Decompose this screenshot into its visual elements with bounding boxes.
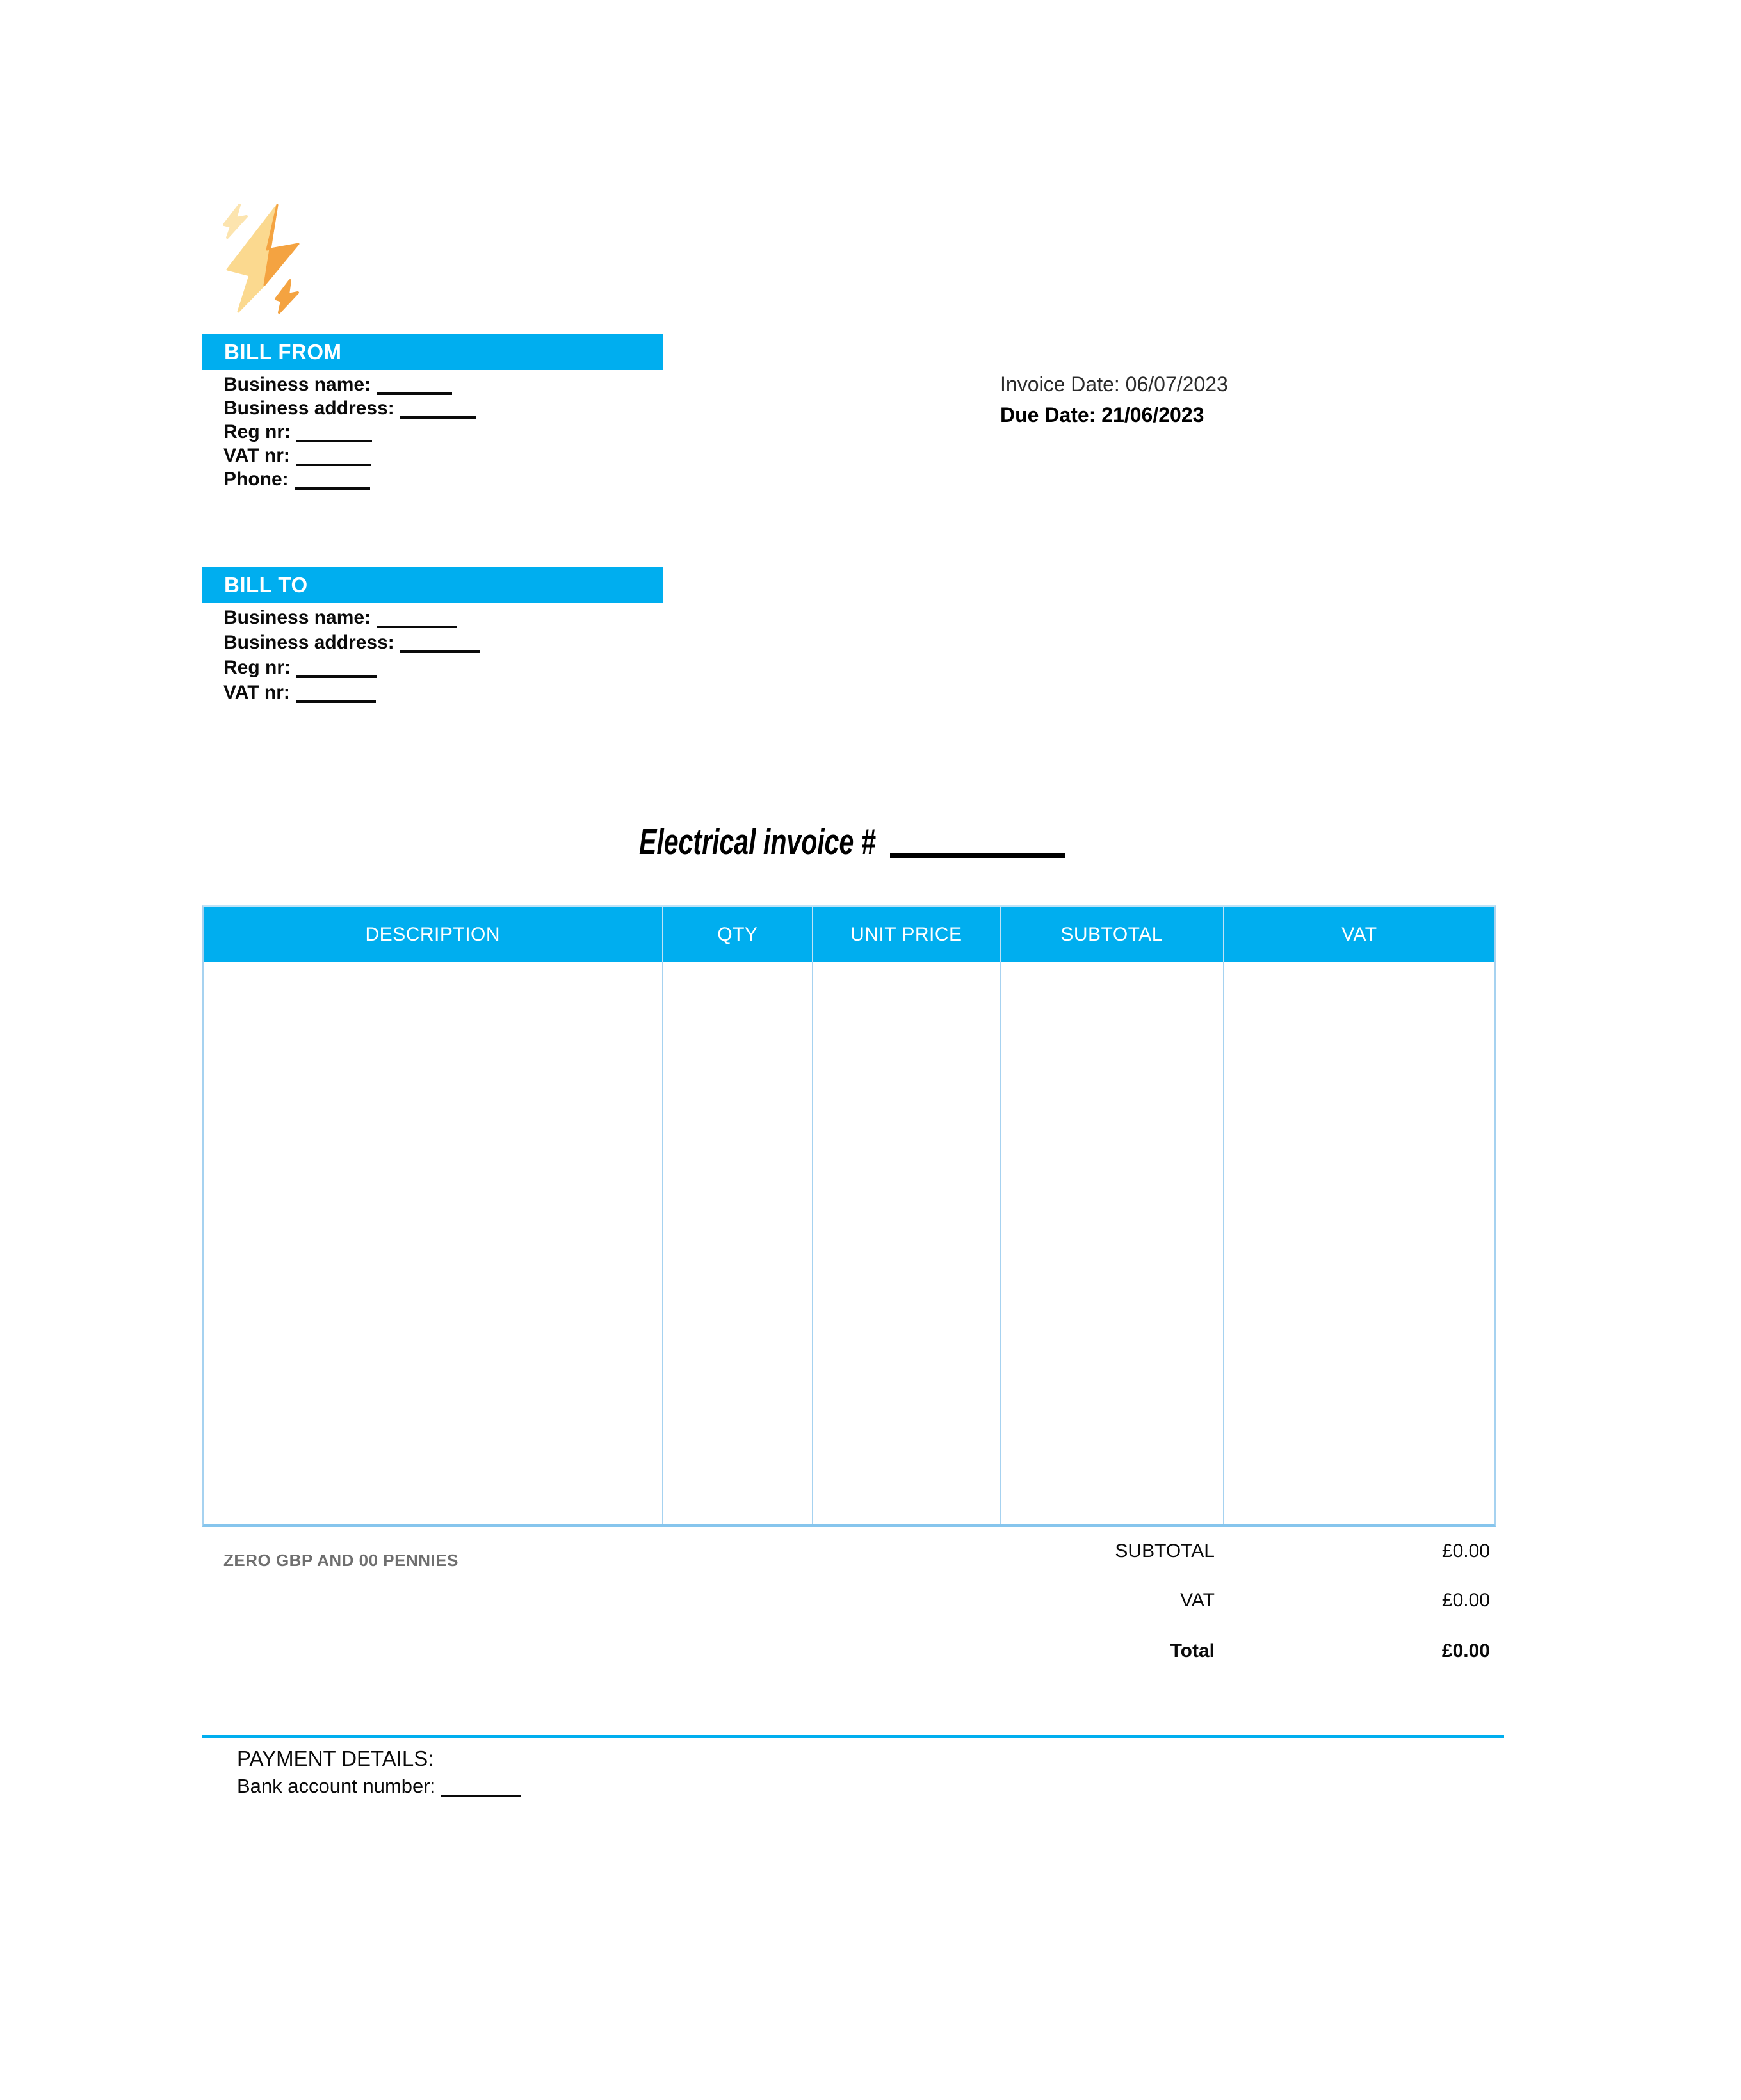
bill-from-business-name-row <box>223 374 476 398</box>
vat-nr-blank[interactable] <box>296 685 376 703</box>
bill-to-reg-nr-row <box>223 657 480 682</box>
business-address-label: Business address: <box>223 632 394 653</box>
due-date-line <box>1000 403 1204 427</box>
table-body-row <box>204 962 1494 1524</box>
column-header-description: DESCRIPTION <box>204 907 663 962</box>
invoice-date-value: 06/07/2023 <box>1125 373 1228 396</box>
subtotal-label: SUBTOTAL <box>1115 1540 1215 1562</box>
business-name-label: Business name: <box>223 374 371 395</box>
page-title: Electrical invoice # <box>639 821 876 862</box>
reg-nr-blank[interactable] <box>296 660 377 678</box>
bank-account-blank[interactable] <box>441 1781 521 1797</box>
bill-to-business-address-row <box>223 632 480 657</box>
bill-to-business-name-row <box>223 607 480 632</box>
business-name-blank[interactable] <box>377 377 452 395</box>
cell-qty[interactable] <box>663 962 814 1524</box>
bill-from-header-bar <box>202 334 663 370</box>
bill-from-reg-nr-row <box>223 421 476 445</box>
bank-account-label: Bank account number: <box>237 1775 436 1797</box>
business-name-blank[interactable] <box>377 610 457 628</box>
bill-from-title: BILL FROM <box>224 339 342 364</box>
invoice-date-line <box>1000 373 1228 396</box>
phone-blank[interactable] <box>295 472 370 490</box>
bill-from-fields <box>223 374 476 492</box>
business-address-label: Business address: <box>223 398 394 419</box>
line-items-table <box>202 905 1496 1527</box>
table-header-row <box>204 907 1494 962</box>
column-header-subtotal: SUBTOTAL <box>1001 907 1224 962</box>
bill-to-title: BILL TO <box>224 572 308 597</box>
vat-nr-blank[interactable] <box>296 448 371 466</box>
bill-from-business-address-row <box>223 398 476 421</box>
payment-details-title: PAYMENT DETAILS: <box>237 1747 434 1770</box>
due-date-label: Due Date: <box>1000 403 1096 426</box>
business-address-blank[interactable] <box>400 635 480 653</box>
grand-total-value: £0.00 <box>1441 1640 1490 1661</box>
cell-unit-price[interactable] <box>813 962 1000 1524</box>
vat-total-label: VAT <box>1180 1590 1215 1611</box>
bill-from-phone-row <box>223 469 476 492</box>
grand-total-label: Total <box>1170 1640 1215 1661</box>
column-header-unit-price: UNIT PRICE <box>813 907 1000 962</box>
subtotal-value: £0.00 <box>1441 1540 1490 1562</box>
bank-account-row <box>237 1775 521 1798</box>
lightning-bolt-icon <box>223 204 300 314</box>
bill-to-fields <box>223 607 480 707</box>
bill-to-header-bar <box>202 567 663 603</box>
vat-nr-label: VAT nr: <box>223 682 290 703</box>
payment-section-divider <box>202 1735 1504 1738</box>
bill-to-vat-nr-row <box>223 682 480 707</box>
amount-in-words: ZERO GBP AND 00 PENNIES <box>223 1551 458 1570</box>
business-name-label: Business name: <box>223 607 371 628</box>
business-address-blank[interactable] <box>400 401 476 419</box>
column-header-vat: VAT <box>1341 923 1377 945</box>
invoice-date-label: Invoice Date: <box>1000 373 1120 396</box>
column-header-qty: QTY <box>663 907 814 962</box>
cell-subtotal[interactable] <box>1001 962 1224 1524</box>
invoice-number-blank[interactable] <box>890 853 1065 858</box>
phone-label: Phone: <box>223 469 289 490</box>
cell-description[interactable] <box>204 962 663 1524</box>
cell-vat[interactable] <box>1224 962 1494 1524</box>
reg-nr-label: Reg nr: <box>223 657 291 678</box>
due-date-value: 21/06/2023 <box>1101 403 1204 426</box>
vat-nr-label: VAT nr: <box>223 445 290 466</box>
reg-nr-label: Reg nr: <box>223 421 291 442</box>
vat-total-value: £0.00 <box>1441 1590 1490 1611</box>
reg-nr-blank[interactable] <box>296 424 372 442</box>
bill-from-vat-nr-row <box>223 445 476 469</box>
